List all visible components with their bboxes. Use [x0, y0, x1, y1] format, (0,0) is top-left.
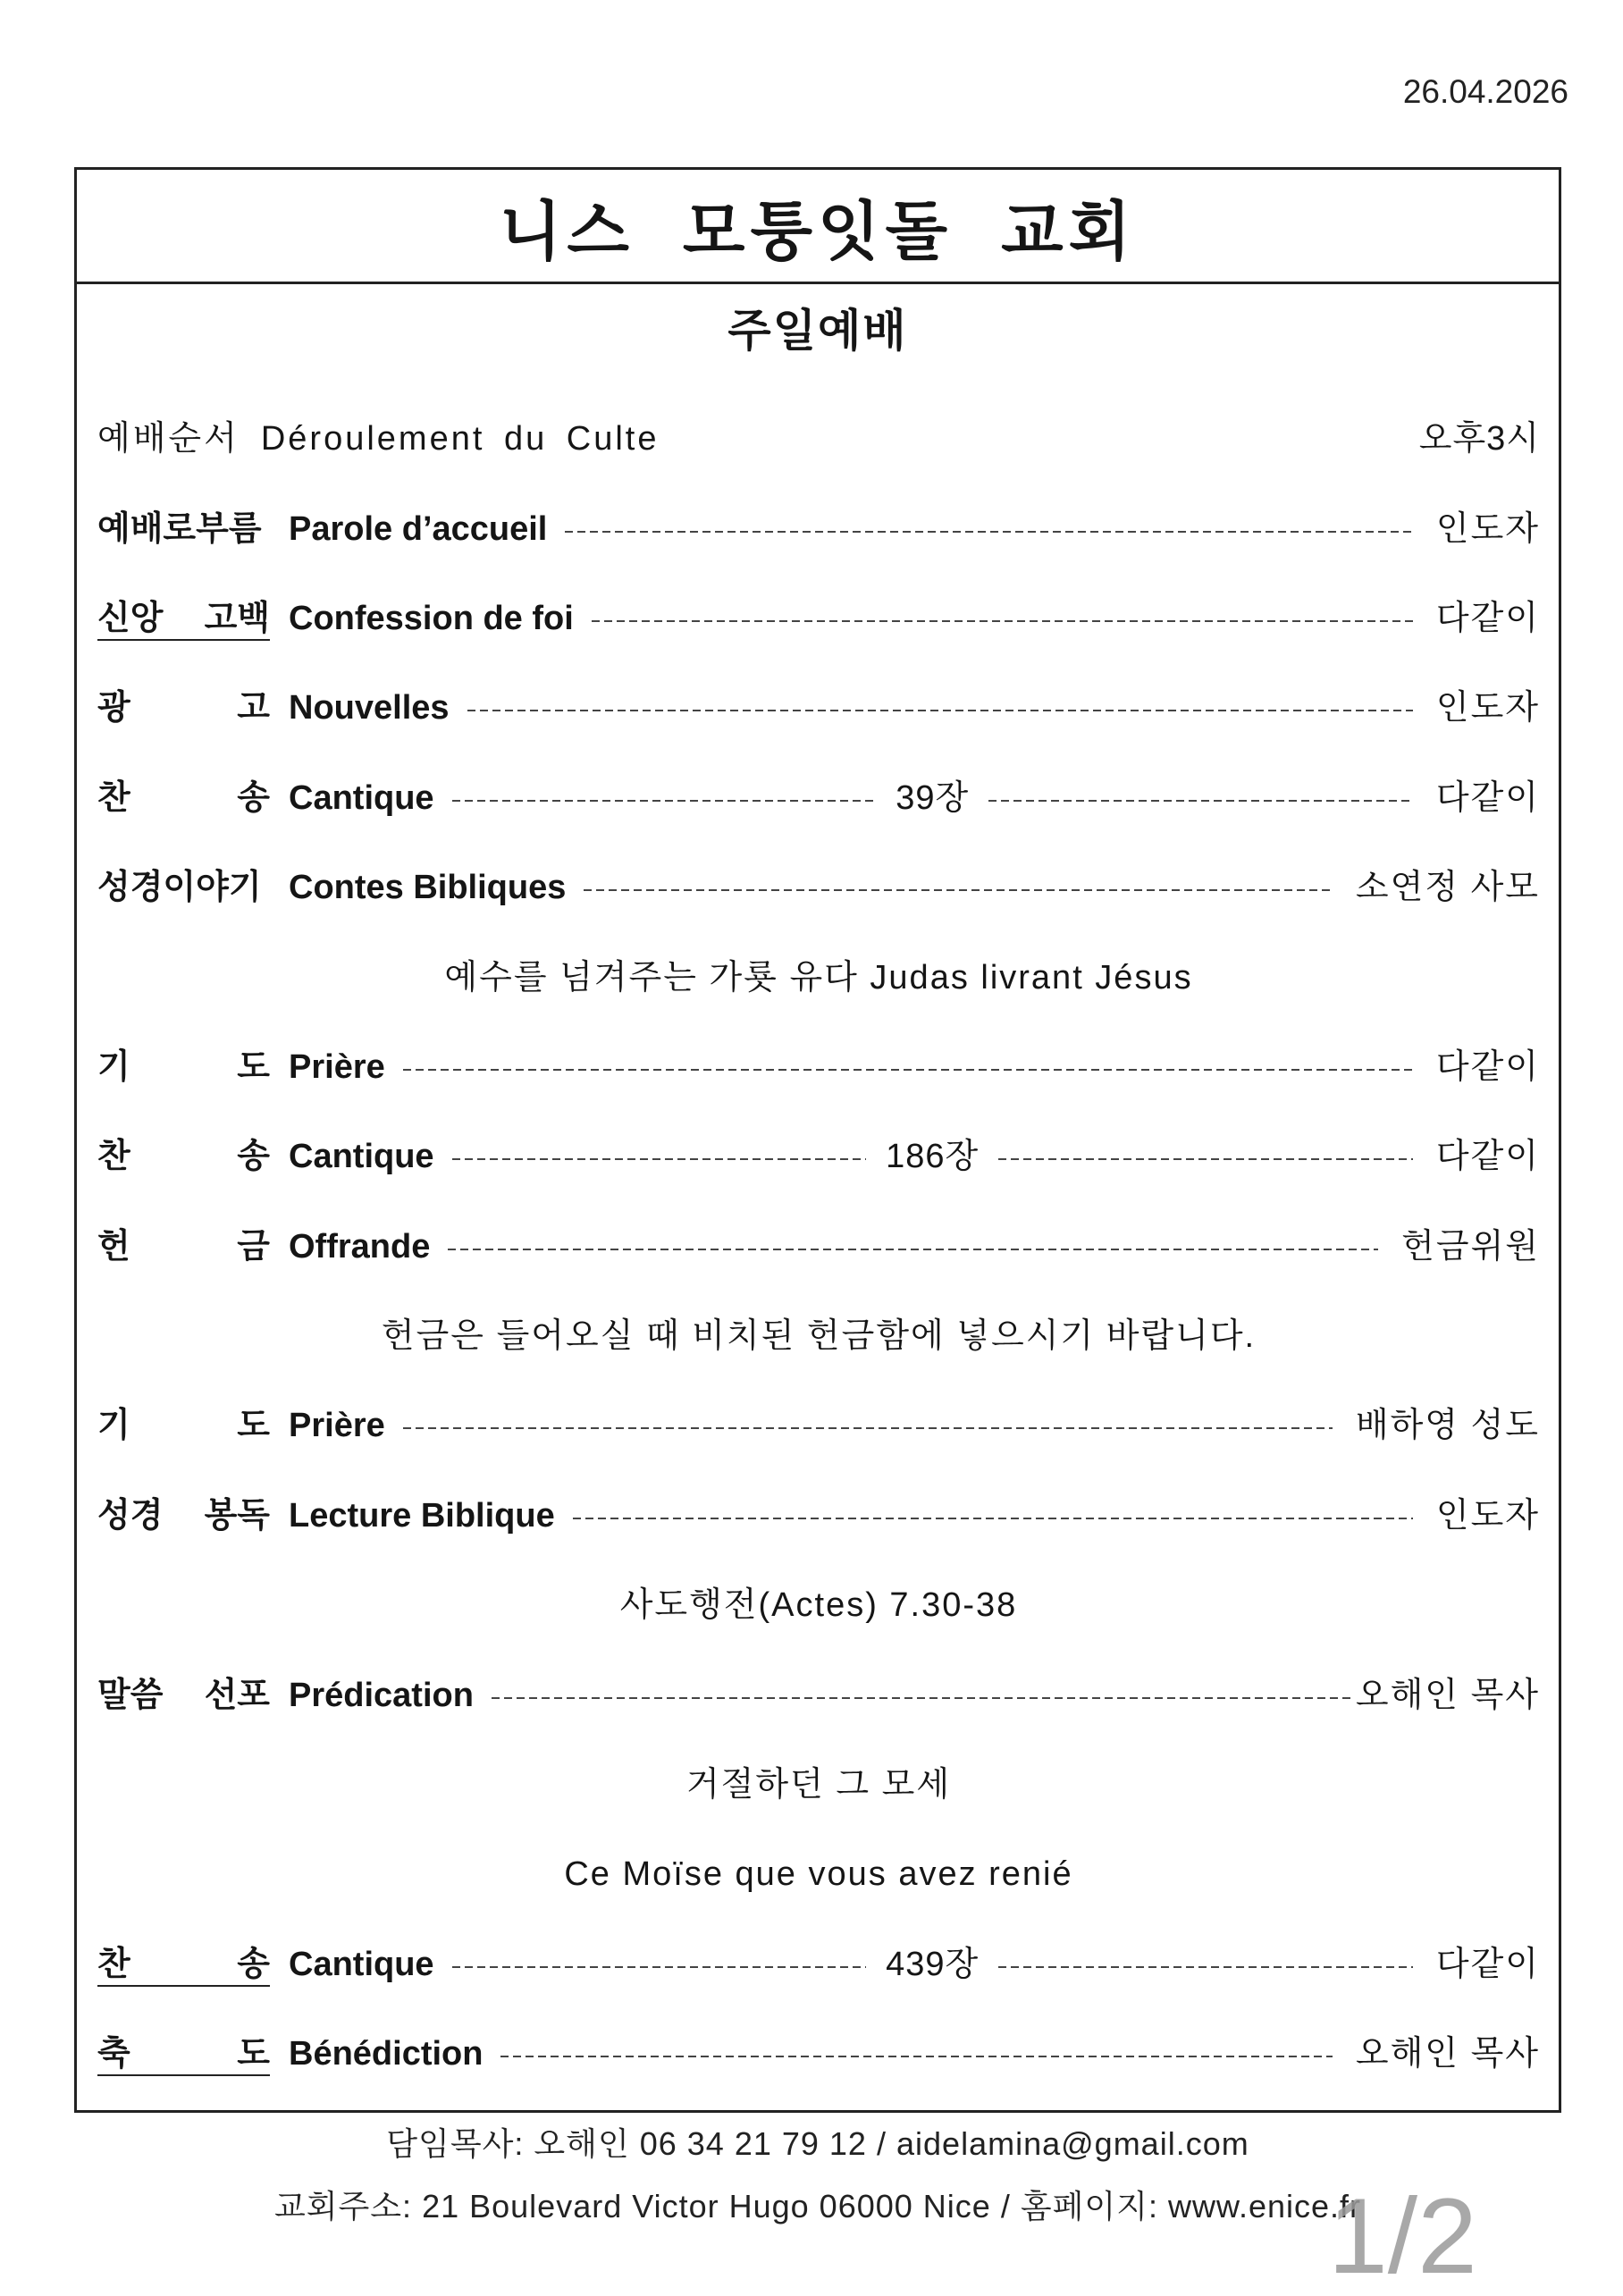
leader-dashes: [592, 620, 1413, 622]
led-by: 배하영 성도: [1355, 1407, 1540, 1445]
program-item-sermon: [97, 1650, 1540, 1739]
korean-label-text: 광: [97, 689, 130, 727]
note-text: 거절하던 그 모세: [685, 1766, 952, 1804]
korean-label-text: 금: [237, 1227, 270, 1266]
program-item-hymn-2: [97, 1112, 1540, 1201]
led-by: 다같이: [1435, 1138, 1540, 1176]
separator: /: [1000, 2188, 1011, 2225]
address-text: 21 Boulevard Victor Hugo 06000 Nice: [422, 2188, 991, 2225]
pastor-contact: [74, 2125, 1561, 2163]
korean-label: [97, 509, 270, 549]
pastor-label: 담임목사:: [386, 2125, 525, 2162]
program-item-welcome: [97, 484, 1540, 573]
korean-label-text: 예배로부름: [97, 509, 262, 548]
sermon-title-korean: [97, 1740, 1540, 1829]
led-by: 오해인 목사: [1355, 1676, 1540, 1714]
korean-label-text: 고백: [204, 599, 270, 637]
french-label: Offrande: [289, 1227, 431, 1266]
pastor-phone: 06 34 21 79 12: [639, 2125, 867, 2162]
korean-label-text: 고: [237, 689, 270, 727]
korean-label-text: 헌: [97, 1227, 130, 1266]
korean-label-text: 말씀: [97, 1676, 164, 1714]
program-item-offering: [97, 1202, 1540, 1291]
korean-label: [97, 1945, 270, 1984]
program-item-announcements: [97, 663, 1540, 753]
korean-label-text: 송: [237, 778, 270, 817]
korean-label-text: 선포: [204, 1676, 270, 1714]
order-header-french: Déroulement du Culte: [260, 420, 660, 458]
program-item-prayer-2: [97, 1381, 1540, 1470]
program-item-confession: [97, 574, 1540, 663]
led-by: 다같이: [1435, 1945, 1540, 1983]
korean-label: [97, 778, 270, 818]
korean-label: [97, 1047, 270, 1087]
leader-dashes: [467, 710, 1413, 711]
program-item-benediction: [97, 2009, 1540, 2098]
korean-label-text: 도: [237, 2035, 270, 2073]
order-header-korean: 예배순서: [97, 420, 240, 458]
program-item-hymn-3: [97, 1920, 1540, 2009]
korean-label-text: 찬: [97, 1138, 130, 1176]
service-time: 오후3시: [1418, 420, 1540, 458]
french-label: Prédication: [289, 1676, 474, 1714]
korean-label-text: 봉독: [204, 1496, 270, 1535]
korean-label: [97, 1676, 270, 1715]
service-title: 주일예배: [727, 305, 908, 356]
korean-label: [97, 1406, 270, 1445]
bulletin-sheet: [74, 167, 1561, 2113]
led-by: 다같이: [1435, 599, 1540, 637]
french-label: Lecture Biblique: [289, 1496, 555, 1535]
leader-dashes: [403, 1069, 1413, 1071]
french-label: Parole d’accueil: [289, 509, 548, 548]
korean-label: [97, 1496, 270, 1535]
scripture-reference: [97, 1560, 1540, 1650]
hymn-number: 39장: [896, 778, 970, 817]
program-item-bible-story: [97, 843, 1540, 932]
french-label: Prière: [289, 1407, 385, 1445]
korean-label: [97, 868, 270, 907]
korean-label-text: 도: [237, 1407, 270, 1445]
korean-label-text: 찬: [97, 1945, 130, 1983]
led-by: 다같이: [1435, 778, 1541, 817]
leader-dashes: [492, 1697, 1350, 1699]
korean-label-text: 찬: [97, 778, 130, 817]
title-row: [77, 170, 1559, 284]
leader-dashes: [573, 1518, 1413, 1519]
leader-dashes: [565, 531, 1413, 533]
hymn-number: 439장: [886, 1945, 980, 1983]
program-item-prayer-1: [97, 1022, 1540, 1112]
led-by: 오해인 목사: [1355, 2035, 1540, 2073]
korean-label-text: 송: [237, 1945, 270, 1983]
korean-label: [97, 1137, 270, 1176]
note-text: 헌금은 들어오실 때 비치된 헌금함에 넣으시기 바랍니다.: [381, 1317, 1257, 1356]
french-label: Prière: [289, 1047, 385, 1086]
note-text: 예수를 넘겨주는 가룟 유다 Judas livrant Jésus: [444, 958, 1193, 997]
leader-dashes: [452, 800, 877, 802]
korean-label-text: 성경이야기: [97, 869, 262, 907]
korean-label: [97, 1227, 270, 1266]
bible-story-title: [97, 932, 1540, 1022]
church-name: 니스 모퉁잇돌 교회: [499, 196, 1137, 268]
french-label: Bénédiction: [289, 2035, 484, 2073]
french-label: Cantique: [289, 778, 434, 817]
french-label: Cantique: [289, 1138, 434, 1176]
program-item-scripture-reading: [97, 1471, 1540, 1560]
led-by: 인도자: [1435, 509, 1540, 548]
note-text: 사도행전(Actes) 7.30-38: [619, 1586, 1018, 1625]
homepage-label: 홈페이지:: [1020, 2188, 1158, 2225]
korean-label-text: 송: [237, 1138, 270, 1176]
korean-label: [97, 599, 270, 638]
korean-label-text: 신앙: [97, 599, 164, 637]
program-item-hymn-1: [97, 753, 1540, 843]
sermon-title-french: [97, 1829, 1540, 1919]
french-label: Contes Bibliques: [289, 869, 567, 907]
korean-label-text: 기: [97, 1407, 130, 1445]
led-by: 다같이: [1435, 1047, 1540, 1086]
korean-label: [97, 688, 270, 727]
offering-note: [97, 1291, 1540, 1381]
led-by: 헌금위원: [1401, 1227, 1540, 1266]
korean-label-text: 성경: [97, 1496, 164, 1535]
leader-dashes: [584, 889, 1333, 891]
french-label: Confession de foi: [289, 599, 574, 637]
hymn-number: 186장: [886, 1138, 980, 1176]
page-indicator: 1/2: [1328, 2176, 1477, 2296]
led-by: 소연정 사모: [1355, 869, 1540, 907]
korean-label-text: 기: [97, 1047, 130, 1086]
bulletin-date: 26.04.2026: [1402, 73, 1568, 110]
homepage-link[interactable]: www.enice.fr: [1167, 2188, 1362, 2225]
korean-label: [97, 2034, 270, 2073]
leader-dashes: [452, 1966, 867, 1968]
leader-dashes: [448, 1249, 1378, 1250]
leader-dashes: [998, 1966, 1413, 1968]
pastor-email-link[interactable]: aidelamina@gmail.com: [896, 2125, 1249, 2162]
korean-label-text: 도: [237, 1047, 270, 1086]
french-label: Nouvelles: [289, 689, 450, 727]
leader-dashes: [988, 800, 1413, 802]
led-by: 인도자: [1435, 1496, 1540, 1535]
order-header: [97, 394, 1540, 484]
note-text: Ce Moïse que vous avez renié: [564, 1855, 1073, 1894]
pastor-name: 오해인: [534, 2125, 630, 2162]
led-by: 인도자: [1435, 689, 1540, 727]
leader-dashes: [403, 1427, 1333, 1429]
korean-label-text: 축: [97, 2035, 130, 2073]
leader-dashes: [452, 1158, 867, 1160]
leader-dashes: [500, 2056, 1332, 2057]
leader-dashes: [998, 1158, 1413, 1160]
french-label: Cantique: [289, 1945, 434, 1983]
separator: /: [876, 2125, 887, 2162]
subtitle-row: [77, 284, 1559, 369]
order-of-service: [77, 394, 1559, 2098]
address-label: 교회주소:: [273, 2188, 413, 2225]
